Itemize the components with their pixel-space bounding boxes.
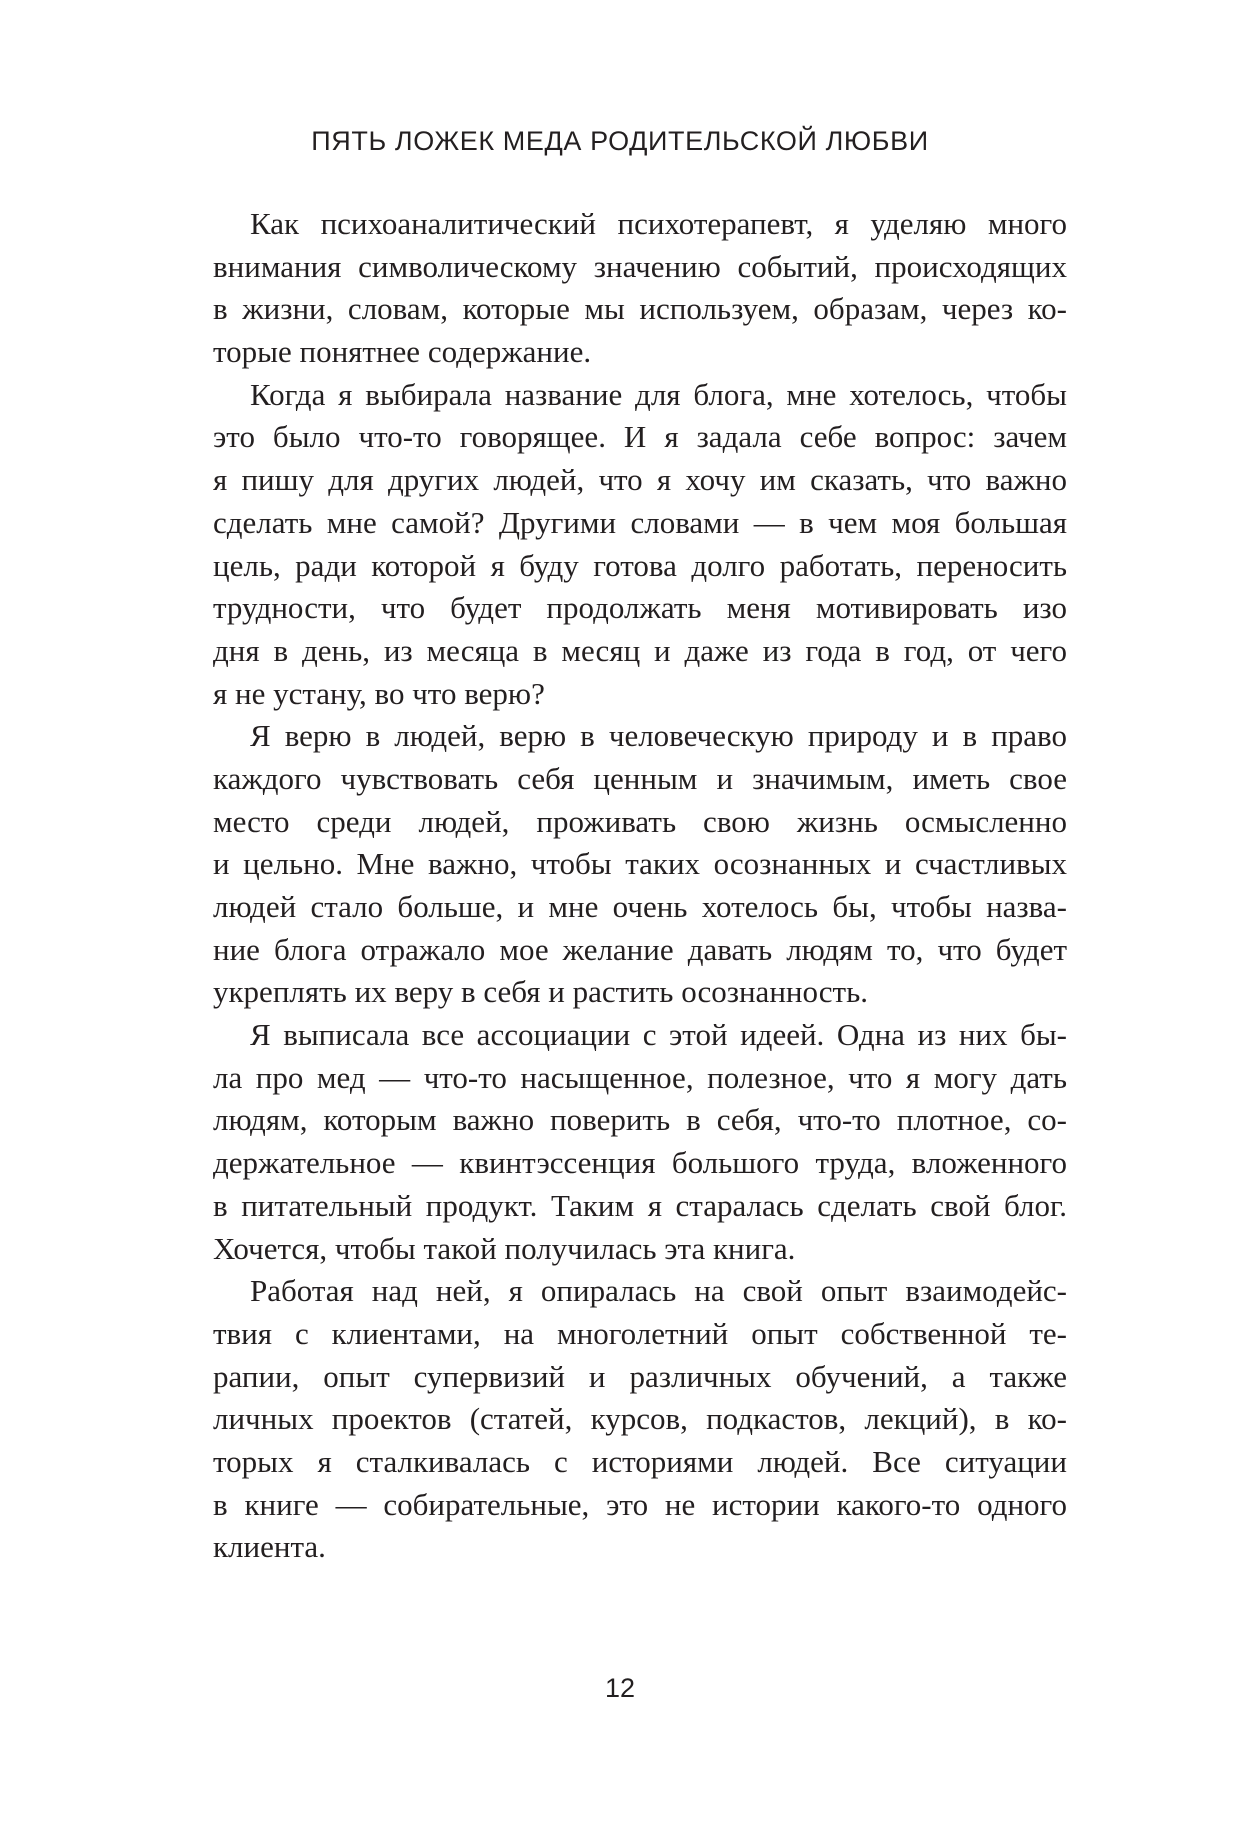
text-line: дня в день, из месяца в месяц и даже из года в год, от чего [213,632,1067,668]
text-line: личных проектов (статей, курсов, подкастов, лекций), в ко- [213,1401,1067,1437]
text-line: Я верю в людей, верю в человеческую природу и в право [250,718,1067,754]
text-line: трудности, что будет продолжать меня мотивировать изо [213,590,1067,626]
text-line: сделать мне самой? Другими словами — в чем моя большая [213,504,1067,540]
text-line: Работая над ней, я опиралась на свой опыт взаимодейс- [250,1273,1067,1309]
text-line: торые понятнее содержание. [213,334,592,370]
text-line: цель, ради которой я буду готова долго работать, переносить [213,547,1067,583]
text-line: в книге — собирательные, это не истории какого-то одного [213,1486,1067,1522]
text-line: и цельно. Мне важно, чтобы таких осознанных и счастливых [213,846,1067,882]
text-line: людей стало больше, и мне очень хотелось бы, чтобы назва- [213,889,1067,924]
text-line: в жизни, словам, которые мы используем, образам, через ко- [213,291,1067,327]
text-line: держательное — квинтэссенция большого труда, вложенного [213,1145,1067,1181]
text-line: торых я сталкивалась с историями людей. Все ситуации [213,1443,1067,1479]
text-line: Я выписала все ассоциации с этой идеей. Одна из них бы- [250,1017,1067,1053]
text-line: Как психоаналитический психотерапевт, я уделяю много [250,206,1067,241]
text-line: место среди людей, проживать свою жизнь осмысленно [213,803,1067,839]
text-line: твия с клиентами, на многолетний опыт собственной те- [213,1315,1067,1351]
text-line: Когда я выбирала название для блога, мне хотелось, чтобы [250,376,1067,412]
text-line: людям, которым важно поверить в себя, что-то плотное, со- [213,1102,1067,1138]
text-line: я пишу для других людей, что я хочу им сказать, что важно [213,462,1067,498]
text-line: клиента. [213,1529,326,1565]
text-line: внимания символическому значению событий, происходящих [213,248,1067,284]
text-line: я не устану, во что верю? [213,675,545,711]
text-line: рапии, опыт супервизий и различных обучений, а также [213,1358,1067,1394]
text-line: каждого чувствовать себя ценным и значимым, иметь свое [213,760,1067,796]
text-line: ла про мед — что-то насыщенное, полезное, что я могу дать [213,1059,1067,1095]
text-line: ние блога отражало мое желание давать людям то, что будет [213,931,1067,967]
body-text [213,203,1067,1569]
text-line: Хочется, чтобы такой получилась эта книга. [213,1230,796,1266]
text-line: укреплять их веру в себя и растить осознанность. [213,974,868,1010]
running-head: ПЯТЬ ЛОЖЕК МЕДА РОДИТЕЛЬСКОЙ ЛЮБВИ [311,126,929,156]
text-line: в питательный продукт. Таким я старалась сделать свой блог. [213,1187,1067,1223]
page-number: 12 [604,1673,636,1703]
text-line: это было что-то говорящее. И я задала себе вопрос: зачем [213,419,1067,455]
